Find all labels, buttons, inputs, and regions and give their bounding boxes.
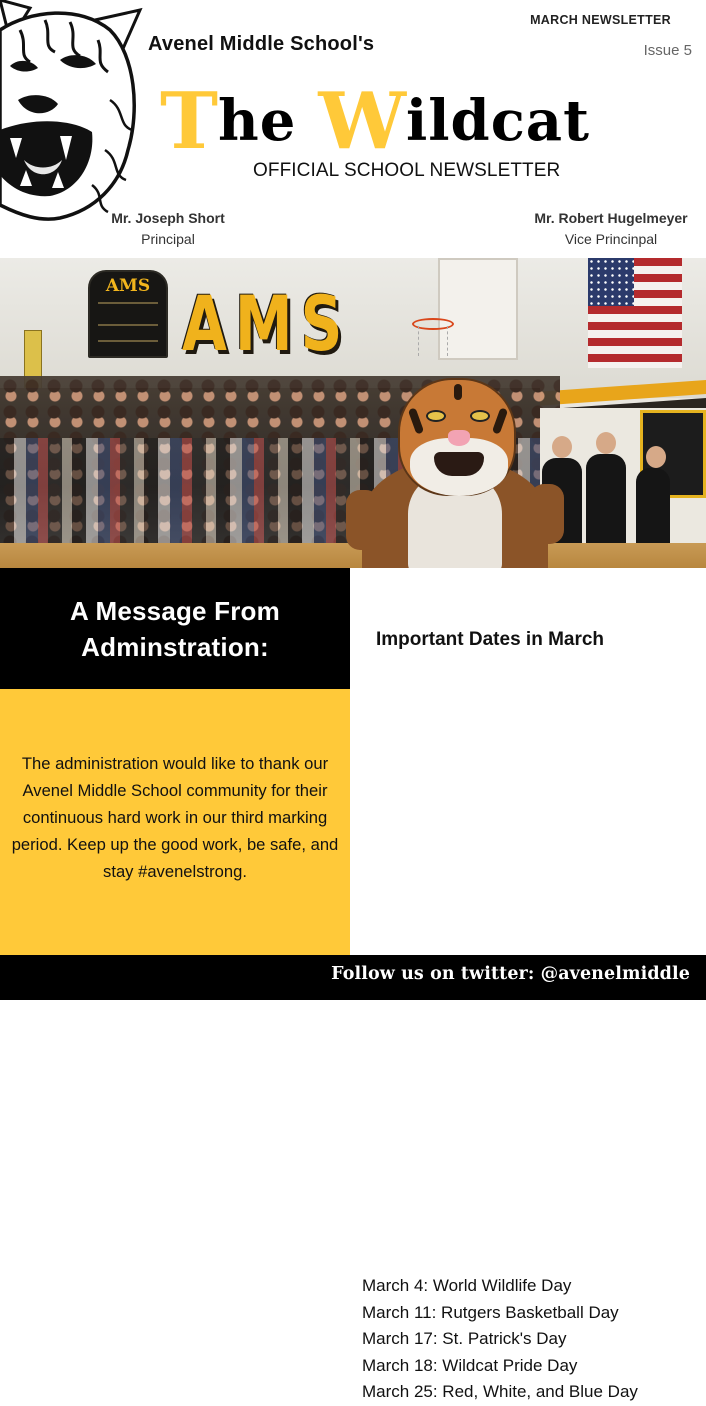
date-item: March 4: World Wildlife Day [362, 1276, 572, 1295]
basketball-backboard [438, 258, 518, 360]
staff-member [586, 454, 626, 550]
principal-name: Mr. Joseph Short [111, 210, 225, 226]
admin-message-body-block [0, 689, 350, 955]
date-item: March 25: Red, White, and Blue Day [362, 1382, 638, 1401]
newsletter-tagline: OFFICIAL SCHOOL NEWSLETTER [253, 160, 561, 181]
wildcat-head-icon [0, 0, 142, 222]
important-dates-heading: Important Dates in March [376, 629, 605, 650]
assembly-photo [0, 258, 706, 568]
thumbs-up-right [530, 484, 564, 544]
scoreboard-title: AMS [105, 276, 151, 296]
date-item: March 17: St. Patrick's Day [362, 1329, 567, 1348]
vice-principal-credit [526, 208, 696, 250]
principal-credit [100, 208, 236, 250]
scoreboard [88, 270, 168, 358]
basketball-net [418, 326, 448, 356]
mascot-head [398, 378, 516, 496]
american-flag [588, 258, 682, 368]
wall-lettering: AMS [182, 280, 351, 369]
masthead-title [160, 76, 680, 167]
masthead-initial-w: W [318, 76, 406, 167]
wildcat-mascot [340, 378, 570, 568]
date-item: March 18: Wildcat Pride Day [362, 1355, 578, 1375]
edition-label: MARCH NEWSLETTER [530, 13, 671, 27]
twitter-follow-text: Follow us on twitter: @avenelmiddle [331, 964, 690, 984]
important-dates-list [362, 1273, 638, 1406]
wildcat-logo-icon [0, 0, 142, 222]
principal-title: Principal [141, 231, 195, 247]
issue-number: Issue 5 [643, 42, 692, 59]
masthead-initial-t: T [160, 76, 219, 167]
thumbs-up-left [346, 490, 380, 550]
masthead-word-ildcat: ildcat [406, 88, 590, 154]
school-name: Avenel Middle School's [148, 33, 375, 55]
date-item: March 11: Rutgers Basketball Day [362, 1302, 619, 1322]
admin-message-heading-block [0, 568, 350, 689]
footer-bar [0, 955, 706, 1000]
newsletter-header [0, 0, 706, 258]
masthead-word-he: he [218, 88, 297, 154]
vice-principal-name: Mr. Robert Hugelmeyer [534, 210, 688, 226]
admin-message-text: The administration would like to thank our Avenel Middle School community for their continuous hard work in our third marking period. Keep up the good work, be safe, and stay #avenelstrong. [11, 753, 339, 881]
admin-message-heading: A Message From Adminstration: [70, 595, 280, 662]
vice-principal-title: Vice Princinpal [564, 231, 658, 247]
